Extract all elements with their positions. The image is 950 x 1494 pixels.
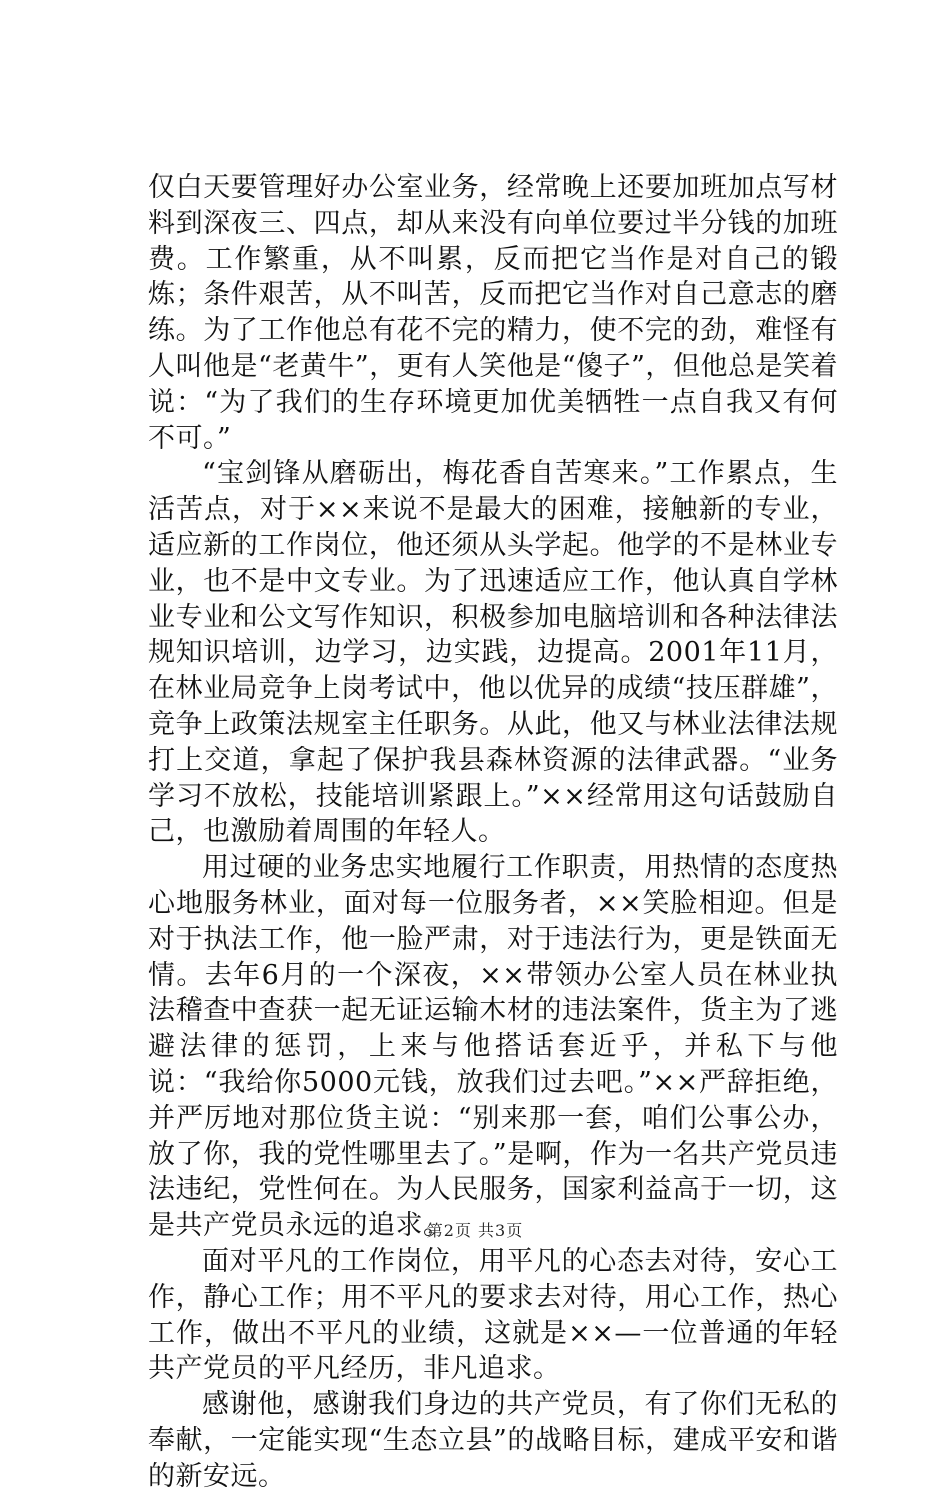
document-body bbox=[148, 170, 838, 1494]
paragraph-law-enforcement: 用过硬的业务忠实地履行工作职责，用热情的态度热心地服务林业，面对每一位服务者，××笑脸相迎。但是对于执法工作，他一脸严肃，对于违法行为，更是铁面无情。去年6月的一个深夜，××带领办公室人员在林业执法稽查中查获一起无证运输木材的违法案件，货主为了逃避法律的惩罚，上来与他搭话套近乎，并私下与他说：“我给你5000元钱，放我们过去吧。”××严辞拒绝，并严厉地对那位货主说：“别来那一套，咱们公事公办，放了你，我的党性哪里去了。”是啊，作为一名共产党员违法违纪，党性何在。为人民服务，国家利益高于一切，这是共产党员永远的追求。 bbox=[148, 852, 838, 1242]
paragraph-learning: “宝剑锋从磨砺出，梅花香自苦寒来。”工作累点，生活苦点，对于××来说不是最大的困难，接触新的专业，适应新的工作岗位，他还须从头学起。他学的不是林业专业，也不是中文专业。为了迅速适应工作，他认真自学林业专业和公文写作知识，积极参加电脑培训和各种法律法规知识培训，边学习，边实践，边提高。2001年11月，在林业局竞争上岗考试中，他以优异的成绩“技压群雄”，竞争上政策法规室主任职务。从此，他又与林业法律法规打上交道，拿起了保护我县森林资源的法律武器。“业务学习不放松，技能培训紧跟上。”××经常用这句话鼓励自己，也激励着周围的年轻人。 bbox=[148, 458, 838, 848]
paragraph-thanks: 感谢他，感谢我们身边的共产党员，有了你们无私的奉献，一定能实现“生态立县”的战略目标，建成平安和谐的新安远。 bbox=[148, 1389, 838, 1492]
paragraph-ordinary-post: 面对平凡的工作岗位，用平凡的心态去对待，安心工作，静心工作；用不平凡的要求去对待，用心工作，热心工作，做出不平凡的业绩，这就是××—一位普通的年轻共产党员的平凡经历，非凡追求。 bbox=[148, 1245, 838, 1385]
paragraph-continuation: 仅白天要管理好办公室业务，经常晚上还要加班加点写材料到深夜三、四点，却从来没有向单位要过半分钱的加班费。工作繁重，从不叫累，反而把它当作是对自己的锻炼；条件艰苦，从不叫苦，反而把它当作对自己意志的磨练。为了工作他总有花不完的精力，使不完的劲，难怪有人叫他是“老黄牛”，更有人笑他是“傻子”，但他总是笑着说：“为了我们的生存环境更加优美牺牲一点自我又有何不可。” bbox=[148, 172, 838, 454]
page-number-footer: 第2页 共3页 bbox=[426, 1221, 524, 1240]
